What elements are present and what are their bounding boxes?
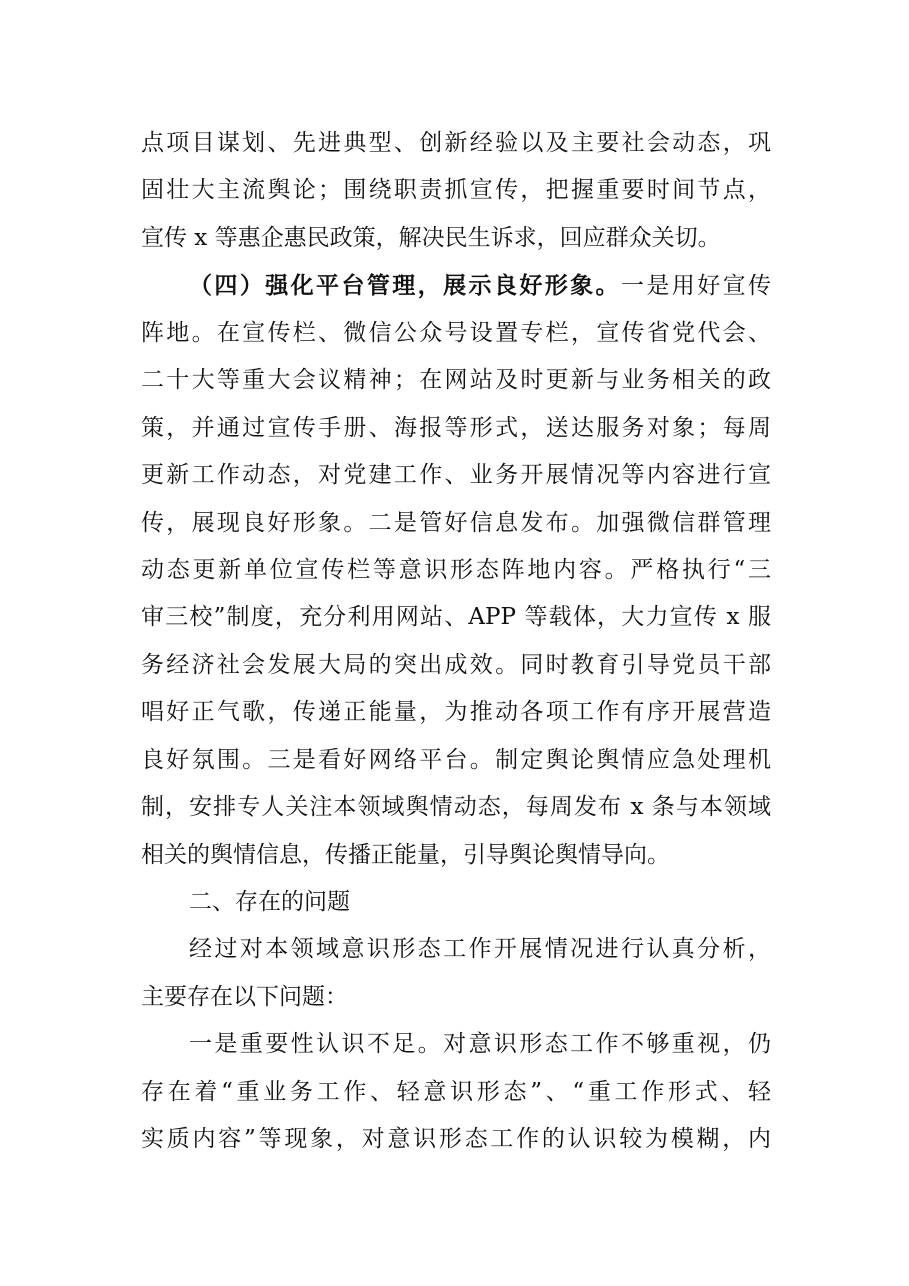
text-line: 唱好正气歌，传递正能量，为推动各项工作有序开展营造	[141, 699, 771, 726]
text-line: 阵地。在宣传栏、微信公众号设置专栏，宣传省党代会、	[141, 319, 771, 346]
text-line: 二十大等重大会议精神；在网站及时更新与业务相关的政	[141, 367, 771, 394]
text-line: 点项目谋划、先进典型、创新经验以及主要社会动态，巩	[141, 130, 771, 156]
text-line: 存在着“重业务工作、轻意识形态”、“重工作形式、轻	[141, 1078, 771, 1105]
text-line: 固壮大主流舆论；围绕职责抓宣传，把握重要时间节点，	[141, 177, 771, 204]
text-line: 务经济社会发展大局的突出成效。同时教育引导党员干部	[141, 651, 771, 678]
text-line: 动态更新单位宣传栏等意识形态阵地内容。严格执行“三	[141, 556, 771, 583]
text-line: 一是重要性认识不足。对意识形态工作不够重视，仍	[189, 1031, 771, 1058]
section-title: 二、存在的问题	[189, 889, 350, 915]
text-line: 经过对本领域意识形态工作开展情况进行认真分析，	[189, 936, 771, 963]
text-line: 策，并通过宣传手册、海报等形式，送达服务对象；每周	[141, 414, 771, 441]
section-heading: （四）强化平台管理，展示良好形象。	[189, 272, 621, 300]
text-line: 相关的舆情信息，传播正能量，引导舆论舆情导向。	[141, 841, 670, 868]
text-line: 制，安排专人关注本领域舆情动态，每周发布 x 条与本领域	[141, 794, 771, 821]
text-line: 实质内容”等现象，对意识形态工作的认识较为模糊，内	[141, 1126, 771, 1153]
document-body	[141, 120, 771, 1164]
section-heading-line	[141, 262, 771, 309]
text-line: 宣传 x 等惠企惠民政策，解决民生诉求，回应群众关切。	[141, 224, 721, 251]
text-line: 传，展现良好形象。二是管好信息发布。加强微信群管理	[141, 509, 771, 536]
paragraph-text: 一是用好宣传	[620, 273, 772, 300]
text-line: 审三校”制度，充分利用网站、APP 等载体，大力宣传 x 服	[141, 604, 771, 631]
text-line: 更新工作动态，对党建工作、业务开展情况等内容进行宣	[141, 462, 771, 489]
text-line: 主要存在以下问题：	[141, 983, 348, 1010]
text-line: 良好氛围。三是看好网络平台。制定舆论舆情应急处理机	[141, 746, 771, 773]
